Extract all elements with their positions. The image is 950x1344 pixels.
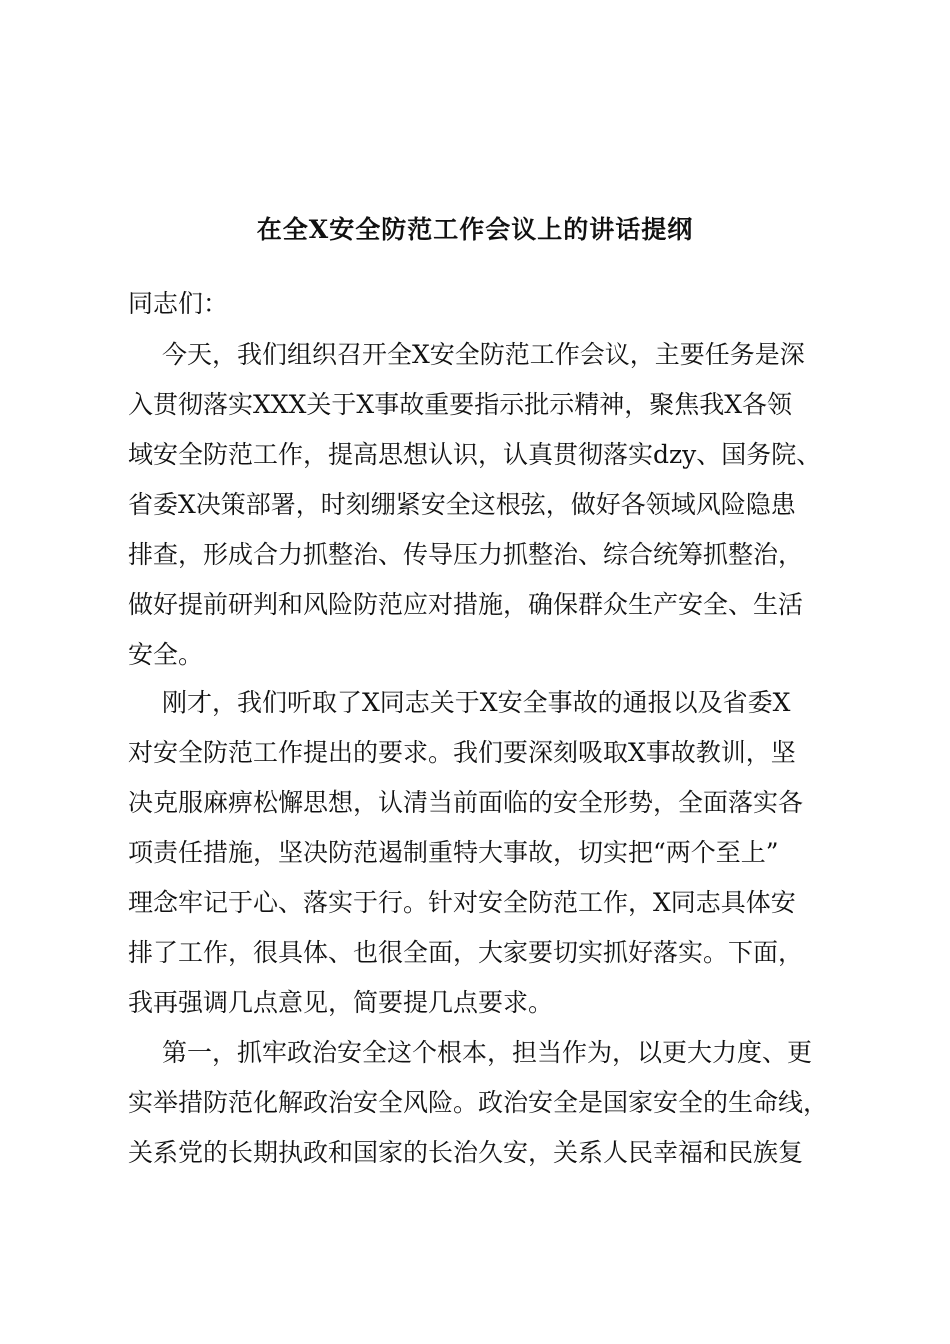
paragraph-2-line-7: 我再强调几点意见，简要提几点要求。: [128, 988, 554, 1017]
paragraph-1-line-6: 做好提前研判和风险防范应对措施，确保群众生产安全、生活: [128, 590, 804, 619]
paragraph-3-line-2: 实举措防范化解政治安全风险。政治安全是国家安全的生命线，: [128, 1088, 829, 1117]
paragraph-3-line-3: 关系党的长期执政和国家的长治久安，关系人民幸福和民族复: [128, 1138, 804, 1167]
paragraph-2-line-1: 刚才，我们听取了X同志关于X安全事故的通报以及省委X: [162, 688, 791, 717]
paragraph-2-line-2: 对安全防范工作提出的要求。我们要深刻吸取X事故教训，坚: [128, 738, 796, 767]
paragraph-1-line-1: 今天，我们组织召开全X安全防范工作会议，主要任务是深: [162, 340, 805, 369]
salutation: 同志们：: [128, 289, 229, 318]
paragraph-1-line-4: 省委X决策部署，时刻绷紧安全这根弦，做好各领域风险隐患: [128, 490, 796, 519]
paragraph-1-line-5: 排查，形成合力抓整治、传导压力抓整治、综合统筹抓整治，: [128, 540, 804, 569]
document-title: 在全X安全防范工作会议上的讲话提纲: [256, 215, 694, 244]
paragraph-2-line-3: 决克服麻痹松懈思想，认清当前面临的安全形势，全面落实各: [128, 788, 804, 817]
paragraph-1-line-7: 安全。: [128, 640, 204, 669]
paragraph-2-line-4: 项责任措施，坚决防范遏制重特大事故，切实把“两个至上”: [128, 838, 779, 867]
paragraph-1-line-2: 入贯彻落实XXX关于X事故重要指示批示精神，聚焦我X各领: [128, 390, 792, 419]
paragraph-3-line-1: 第一，抓牢政治安全这个根本，担当作为，以更大力度、更: [162, 1038, 813, 1067]
paragraph-2-line-5: 理念牢记于心、落实于行。针对安全防范工作，X同志具体安: [128, 888, 796, 917]
paragraph-1-line-3: 域安全防范工作，提高思想认识，认真贯彻落实dzy、国务院、: [128, 440, 822, 469]
paragraph-2-line-6: 排了工作，很具体、也很全面，大家要切实抓好落实。下面，: [128, 938, 804, 967]
